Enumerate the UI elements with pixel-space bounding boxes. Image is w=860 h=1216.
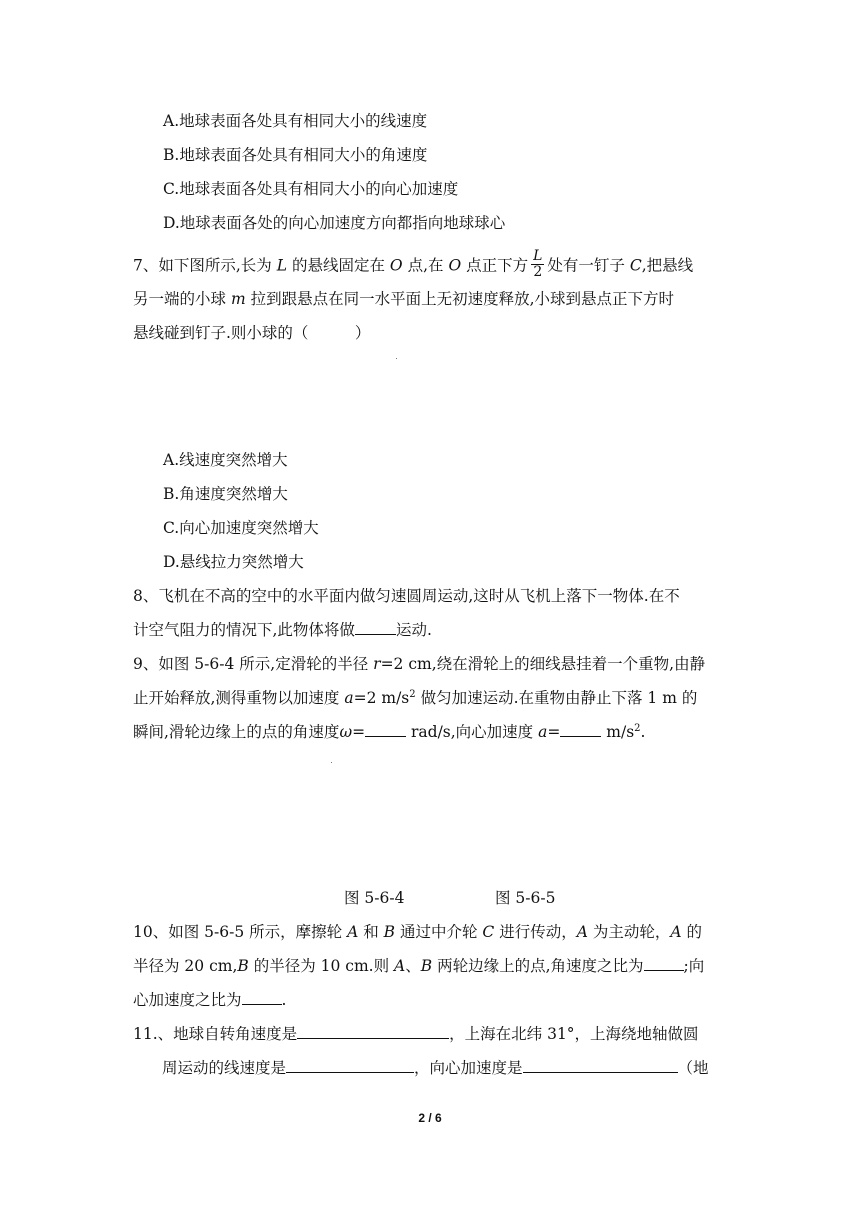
- q11-angular-velocity-blank[interactable]: [297, 1024, 449, 1039]
- q10-line-3: 心加速度之比为 .: [133, 991, 287, 1009]
- q11-centripetal-acceleration-blank[interactable]: [523, 1058, 678, 1073]
- q6-option-d: D.地球表面各处的向心加速度方向都指向地球球心: [163, 214, 506, 232]
- q8-line-2: 计空气阻力的情况下,此物体将做 运动.: [133, 621, 432, 639]
- q7-line-1: 7、如下图所示,长为 L 的悬线固定在 O 点,在 O 点正下方 $\frac{L}{2}$ 处有一钉子 C,把悬线: [133, 248, 694, 280]
- q8-blank[interactable]: [355, 620, 396, 635]
- figure-placeholder-dot: [331, 762, 332, 763]
- q11-line-2: 周运动的线速度是 ，向心加速度是 （地: [162, 1059, 709, 1077]
- q6-option-c: C.地球表面各处具有相同大小的向心加速度: [163, 180, 459, 198]
- q9-line-1: 9、如图 5-6-4 所示,定滑轮的半径 r=2 cm,绕在滑轮上的细线悬挂着一个重物,由静: [133, 655, 706, 673]
- q9-centripetal-acceleration-blank[interactable]: [560, 722, 601, 737]
- q9-line-2: 止开始释放,测得重物以加速度 a=2 $m/s^2$ 做匀加速运动.在重物由静止下落 1 m 的: [133, 688, 698, 707]
- q7-option-c: C.向心加速度突然增大: [163, 519, 319, 537]
- q11-line-1: 11.、地球自转角速度是 ，上海在北纬 31°，上海绕地轴做圆: [133, 1025, 699, 1043]
- q8-line-1: 8、飞机在不高的空中的水平面内做匀速圆周运动,这时从飞机上落下一物体.在不: [133, 587, 680, 605]
- q10-centripetal-acceleration-ratio-blank[interactable]: [242, 990, 282, 1005]
- page-number: 2 / 6: [418, 1111, 442, 1125]
- figure-caption-5-6-5: 图 5-6-5: [495, 889, 556, 907]
- q7-line-3: 悬线碰到钉子.则小球的（ ）: [133, 324, 371, 342]
- q10-angular-velocity-ratio-blank[interactable]: [644, 956, 684, 971]
- q6-option-b: B.地球表面各处具有相同大小的角速度: [163, 146, 428, 164]
- q9-line-3: 瞬间,滑轮边缘上的点的角速度ω= rad/s,向心加速度 $a= m/s^2$.: [133, 722, 646, 741]
- q7-option-d: D.悬线拉力突然增大: [163, 553, 304, 571]
- q11-linear-velocity-blank[interactable]: [286, 1058, 414, 1073]
- q10-line-1: 10、如图 5-6-5 所示，摩擦轮 A 和 B 通过中介轮 C 进行传动，A 为主动轮，A 的: [133, 923, 702, 941]
- q6-option-a: A.地球表面各处具有相同大小的线速度: [163, 112, 428, 130]
- figure-caption-5-6-4: 图 5-6-4: [344, 889, 405, 907]
- fraction-l-over-2: $\frac{L}{2}$: [533, 248, 543, 280]
- q9-angular-velocity-blank[interactable]: [365, 722, 406, 737]
- q7-option-a: A.线速度突然增大: [163, 451, 288, 469]
- q7-line-2: 另一端的小球 m 拉到跟悬点在同一水平面上无初速度释放,小球到悬点正下方时: [133, 290, 675, 308]
- q7-option-b: B.角速度突然增大: [163, 485, 288, 503]
- q10-line-2: 半径为 20 cm,B 的半径为 10 cm.则 A、B 两轮边缘上的点,角速度之比为 ;向: [133, 957, 705, 975]
- figure-placeholder-dot: [396, 358, 397, 359]
